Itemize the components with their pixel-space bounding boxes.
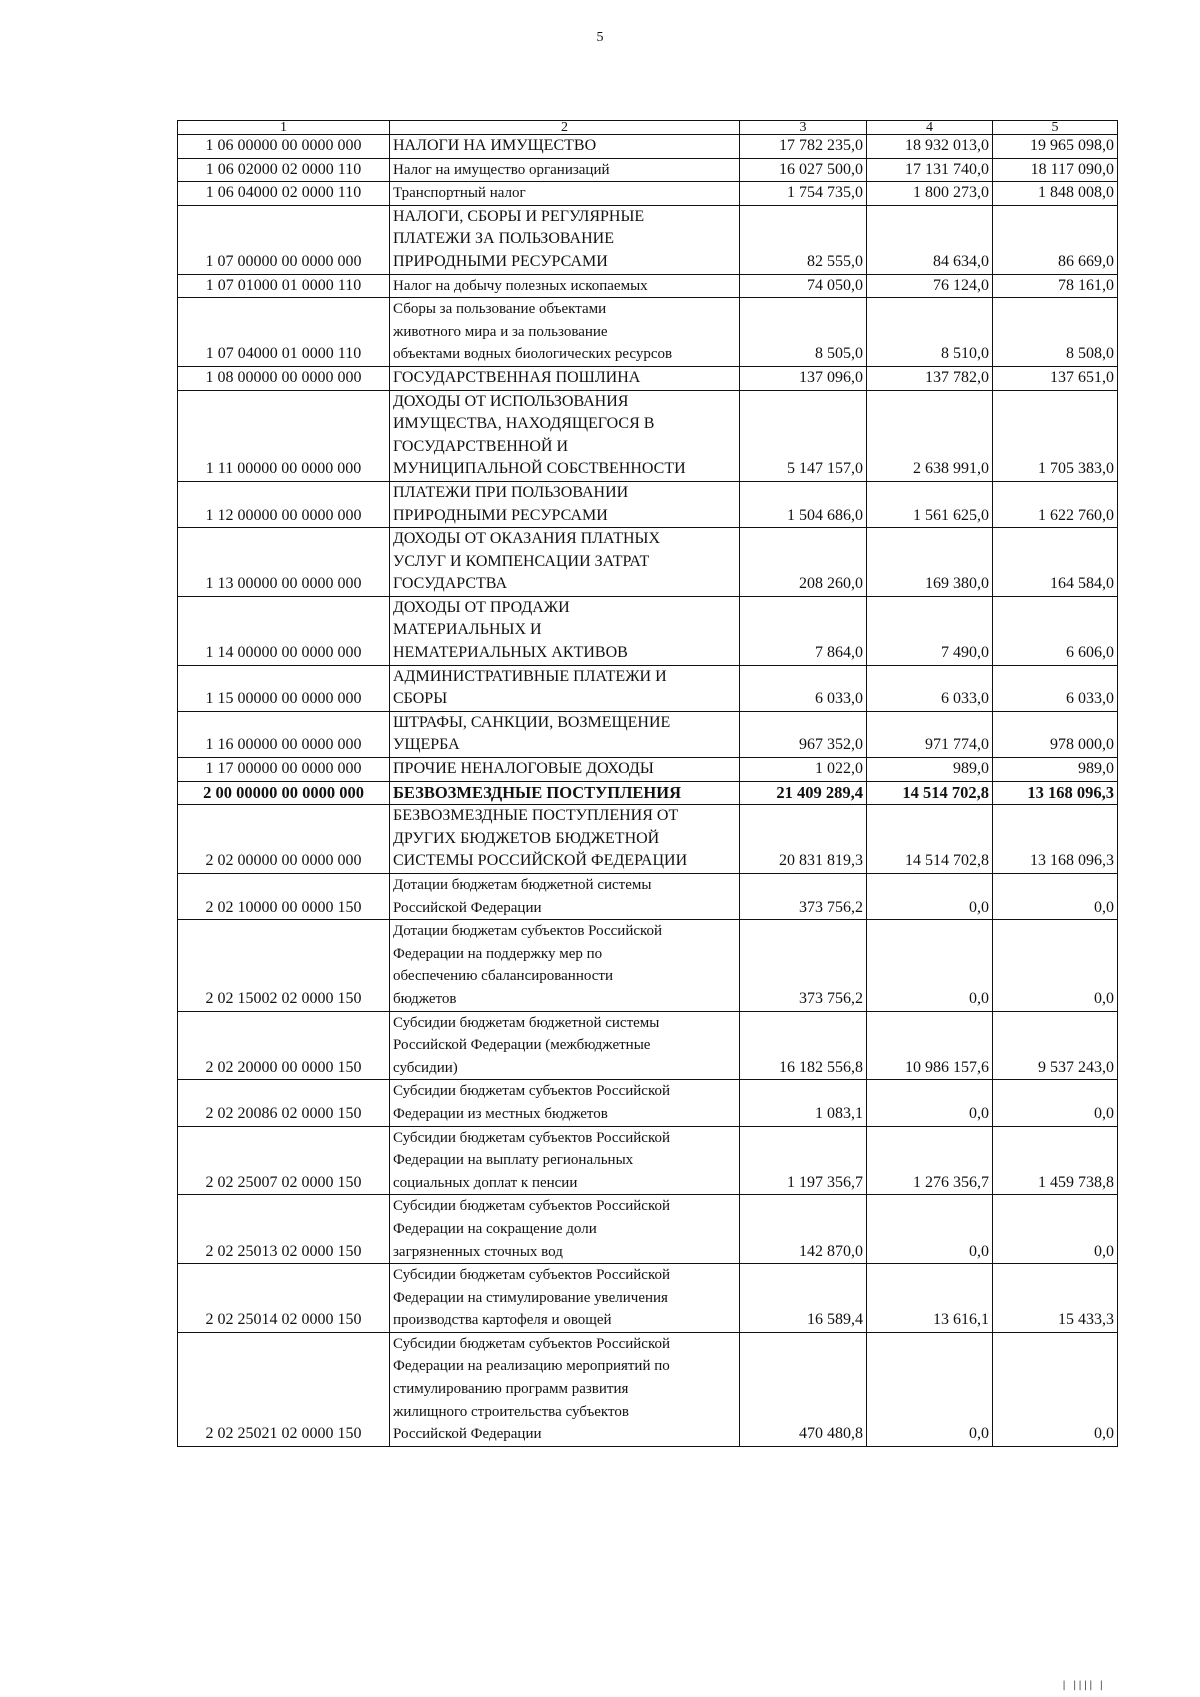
row-name: Субсидии бюджетам субъектов Российской Федерации на сокращение доли загрязненных сточных вод [390,1195,740,1264]
row-value-5: 137 651,0 [993,366,1118,390]
row-value-5: 8 508,0 [993,298,1118,367]
row-name: Дотации бюджетам бюджетной системы Российской Федерации [390,874,740,920]
row-name: ПЛАТЕЖИ ПРИ ПОЛЬЗОВАНИИ ПРИРОДНЫМИ РЕСУРСАМИ [390,481,740,527]
row-value-4: 1 561 625,0 [867,481,993,527]
column-header-row [178,121,1118,135]
row-value-5: 13 168 096,3 [993,805,1118,874]
row-value-5: 6 606,0 [993,596,1118,665]
scan-mark: | |||| | [1062,1680,1105,1691]
row-name: ГОСУДАРСТВЕННАЯ ПОШЛИНА [390,366,740,390]
row-name: ШТРАФЫ, САНКЦИИ, ВОЗМЕЩЕНИЕ УЩЕРБА [390,711,740,757]
row-value-4: 1 800 273,0 [867,182,993,206]
row-code: 2 02 15002 02 0000 150 [178,920,390,1011]
row-name: Субсидии бюджетам субъектов Российской Федерации на выплату региональных социальных доплат к пенсии [390,1126,740,1195]
row-value-5: 0,0 [993,1195,1118,1264]
table-row [178,158,1118,182]
row-value-4: 971 774,0 [867,711,993,757]
row-value-3: 16 182 556,8 [740,1011,867,1080]
column-header-name: 2 [390,121,740,135]
row-value-4: 0,0 [867,1080,993,1126]
row-code: 1 15 00000 00 0000 000 [178,665,390,711]
row-code: 1 13 00000 00 0000 000 [178,528,390,597]
row-code: 2 02 25013 02 0000 150 [178,1195,390,1264]
row-value-5: 1 705 383,0 [993,390,1118,481]
column-header-code: 1 [178,121,390,135]
row-name: НАЛОГИ НА ИМУЩЕСТВО [390,135,740,159]
row-value-5: 86 669,0 [993,205,1118,274]
table-row [178,1126,1118,1195]
row-code: 1 06 04000 02 0000 110 [178,182,390,206]
row-code: 1 08 00000 00 0000 000 [178,366,390,390]
table-row [178,298,1118,367]
row-value-4: 7 490,0 [867,596,993,665]
row-name: Субсидии бюджетам субъектов Российской Федерации на реализацию мероприятий по стимулированию программ развития жилищного строительства субъектов Российской Федерации [390,1332,740,1446]
row-code: 1 06 02000 02 0000 110 [178,158,390,182]
row-code: 1 11 00000 00 0000 000 [178,390,390,481]
table-row [178,874,1118,920]
row-value-5: 13 168 096,3 [993,781,1118,805]
row-value-5: 19 965 098,0 [993,135,1118,159]
row-value-5: 0,0 [993,920,1118,1011]
column-header-value-4: 4 [867,121,993,135]
row-name: ДОХОДЫ ОТ ОКАЗАНИЯ ПЛАТНЫХ УСЛУГ И КОМПЕНСАЦИИ ЗАТРАТ ГОСУДАРСТВА [390,528,740,597]
table-row [178,274,1118,298]
row-name: ДОХОДЫ ОТ ИСПОЛЬЗОВАНИЯ ИМУЩЕСТВА, НАХОДЯЩЕГОСЯ В ГОСУДАРСТВЕННОЙ И МУНИЦИПАЛЬНОЙ СОБСТВЕННОСТИ [390,390,740,481]
row-code: 2 02 25014 02 0000 150 [178,1264,390,1333]
row-name: ПРОЧИЕ НЕНАЛОГОВЫЕ ДОХОДЫ [390,758,740,782]
budget-revenue-table [177,120,1118,1447]
table-row [178,1264,1118,1333]
row-name: НАЛОГИ, СБОРЫ И РЕГУЛЯРНЫЕ ПЛАТЕЖИ ЗА ПОЛЬЗОВАНИЕ ПРИРОДНЫМИ РЕСУРСАМИ [390,205,740,274]
row-value-5: 978 000,0 [993,711,1118,757]
row-value-3: 21 409 289,4 [740,781,867,805]
row-code: 2 00 00000 00 0000 000 [178,781,390,805]
table-row [178,135,1118,159]
row-value-4: 13 616,1 [867,1264,993,1333]
row-value-3: 208 260,0 [740,528,867,597]
page-number: 5 [596,30,604,45]
row-value-5: 164 584,0 [993,528,1118,597]
row-name: Сборы за пользование объектами животного мира и за пользование объектами водных биологических ресурсов [390,298,740,367]
row-value-4: 989,0 [867,758,993,782]
row-value-3: 373 756,2 [740,920,867,1011]
row-value-5: 9 537 243,0 [993,1011,1118,1080]
row-value-3: 142 870,0 [740,1195,867,1264]
row-value-4: 137 782,0 [867,366,993,390]
table-row [178,665,1118,711]
row-value-3: 16 027 500,0 [740,158,867,182]
row-value-3: 1 754 735,0 [740,182,867,206]
row-value-3: 7 864,0 [740,596,867,665]
row-value-4: 1 276 356,7 [867,1126,993,1195]
row-value-4: 14 514 702,8 [867,781,993,805]
table-row [178,711,1118,757]
row-code: 1 12 00000 00 0000 000 [178,481,390,527]
row-name: БЕЗВОЗМЕЗДНЫЕ ПОСТУПЛЕНИЯ ОТ ДРУГИХ БЮДЖЕТОВ БЮДЖЕТНОЙ СИСТЕМЫ РОССИЙСКОЙ ФЕДЕРАЦИИ [390,805,740,874]
row-name: БЕЗВОЗМЕЗДНЫЕ ПОСТУПЛЕНИЯ [390,781,740,805]
table-row [178,805,1118,874]
row-value-4: 0,0 [867,920,993,1011]
row-name: Субсидии бюджетам бюджетной системы Российской Федерации (межбюджетные субсидии) [390,1011,740,1080]
row-value-4: 76 124,0 [867,274,993,298]
row-value-4: 17 131 740,0 [867,158,993,182]
table-row [178,366,1118,390]
row-value-4: 169 380,0 [867,528,993,597]
row-value-3: 137 096,0 [740,366,867,390]
row-value-3: 82 555,0 [740,205,867,274]
row-name: Транспортный налог [390,182,740,206]
table-row [178,205,1118,274]
table-row [178,781,1118,805]
row-value-3: 20 831 819,3 [740,805,867,874]
row-value-3: 1 083,1 [740,1080,867,1126]
row-value-3: 74 050,0 [740,274,867,298]
row-value-4: 10 986 157,6 [867,1011,993,1080]
row-code: 2 02 25007 02 0000 150 [178,1126,390,1195]
row-value-4: 6 033,0 [867,665,993,711]
row-code: 1 07 01000 01 0000 110 [178,274,390,298]
row-value-5: 1 622 760,0 [993,481,1118,527]
row-value-5: 1 848 008,0 [993,182,1118,206]
table-row [178,758,1118,782]
row-value-3: 17 782 235,0 [740,135,867,159]
row-value-5: 0,0 [993,1080,1118,1126]
row-code: 2 02 25021 02 0000 150 [178,1332,390,1446]
row-value-5: 78 161,0 [993,274,1118,298]
row-name: ДОХОДЫ ОТ ПРОДАЖИ МАТЕРИАЛЬНЫХ И НЕМАТЕРИАЛЬНЫХ АКТИВОВ [390,596,740,665]
row-code: 2 02 10000 00 0000 150 [178,874,390,920]
table-row [178,1011,1118,1080]
row-value-3: 470 480,8 [740,1332,867,1446]
row-value-4: 14 514 702,8 [867,805,993,874]
table-row [178,1332,1118,1446]
table-row [178,528,1118,597]
table-row [178,1080,1118,1126]
row-value-4: 0,0 [867,1195,993,1264]
row-code: 1 16 00000 00 0000 000 [178,711,390,757]
row-value-5: 989,0 [993,758,1118,782]
row-value-3: 6 033,0 [740,665,867,711]
row-value-3: 1 197 356,7 [740,1126,867,1195]
table-row [178,390,1118,481]
row-value-4: 0,0 [867,874,993,920]
row-value-3: 373 756,2 [740,874,867,920]
table-row [178,1195,1118,1264]
row-value-4: 84 634,0 [867,205,993,274]
row-code: 1 14 00000 00 0000 000 [178,596,390,665]
row-value-4: 2 638 991,0 [867,390,993,481]
row-name: АДМИНИСТРАТИВНЫЕ ПЛАТЕЖИ И СБОРЫ [390,665,740,711]
row-code: 2 02 20086 02 0000 150 [178,1080,390,1126]
row-value-3: 1 504 686,0 [740,481,867,527]
row-code: 1 17 00000 00 0000 000 [178,758,390,782]
row-value-3: 8 505,0 [740,298,867,367]
row-value-3: 5 147 157,0 [740,390,867,481]
row-value-3: 16 589,4 [740,1264,867,1333]
column-header-value-3: 3 [740,121,867,135]
table-row [178,481,1118,527]
row-value-5: 6 033,0 [993,665,1118,711]
row-value-3: 1 022,0 [740,758,867,782]
row-value-5: 0,0 [993,1332,1118,1446]
row-value-5: 18 117 090,0 [993,158,1118,182]
table-body [178,135,1118,1447]
row-name: Налог на добычу полезных ископаемых [390,274,740,298]
row-value-5: 15 433,3 [993,1264,1118,1333]
row-name: Субсидии бюджетам субъектов Российской Федерации на стимулирование увеличения производства картофеля и овощей [390,1264,740,1333]
column-header-value-5: 5 [993,121,1118,135]
row-code: 2 02 00000 00 0000 000 [178,805,390,874]
row-code: 1 07 00000 00 0000 000 [178,205,390,274]
row-value-4: 0,0 [867,1332,993,1446]
table-row [178,182,1118,206]
row-value-5: 0,0 [993,874,1118,920]
row-code: 2 02 20000 00 0000 150 [178,1011,390,1080]
row-code: 1 06 00000 00 0000 000 [178,135,390,159]
row-value-4: 18 932 013,0 [867,135,993,159]
table-row [178,920,1118,1011]
row-name: Субсидии бюджетам субъектов Российской Федерации из местных бюджетов [390,1080,740,1126]
table-row [178,596,1118,665]
row-value-3: 967 352,0 [740,711,867,757]
row-value-5: 1 459 738,8 [993,1126,1118,1195]
row-value-4: 8 510,0 [867,298,993,367]
row-name: Дотации бюджетам субъектов Российской Федерации на поддержку мер по обеспечению сбалансированности бюджетов [390,920,740,1011]
row-code: 1 07 04000 01 0000 110 [178,298,390,367]
row-name: Налог на имущество организаций [390,158,740,182]
